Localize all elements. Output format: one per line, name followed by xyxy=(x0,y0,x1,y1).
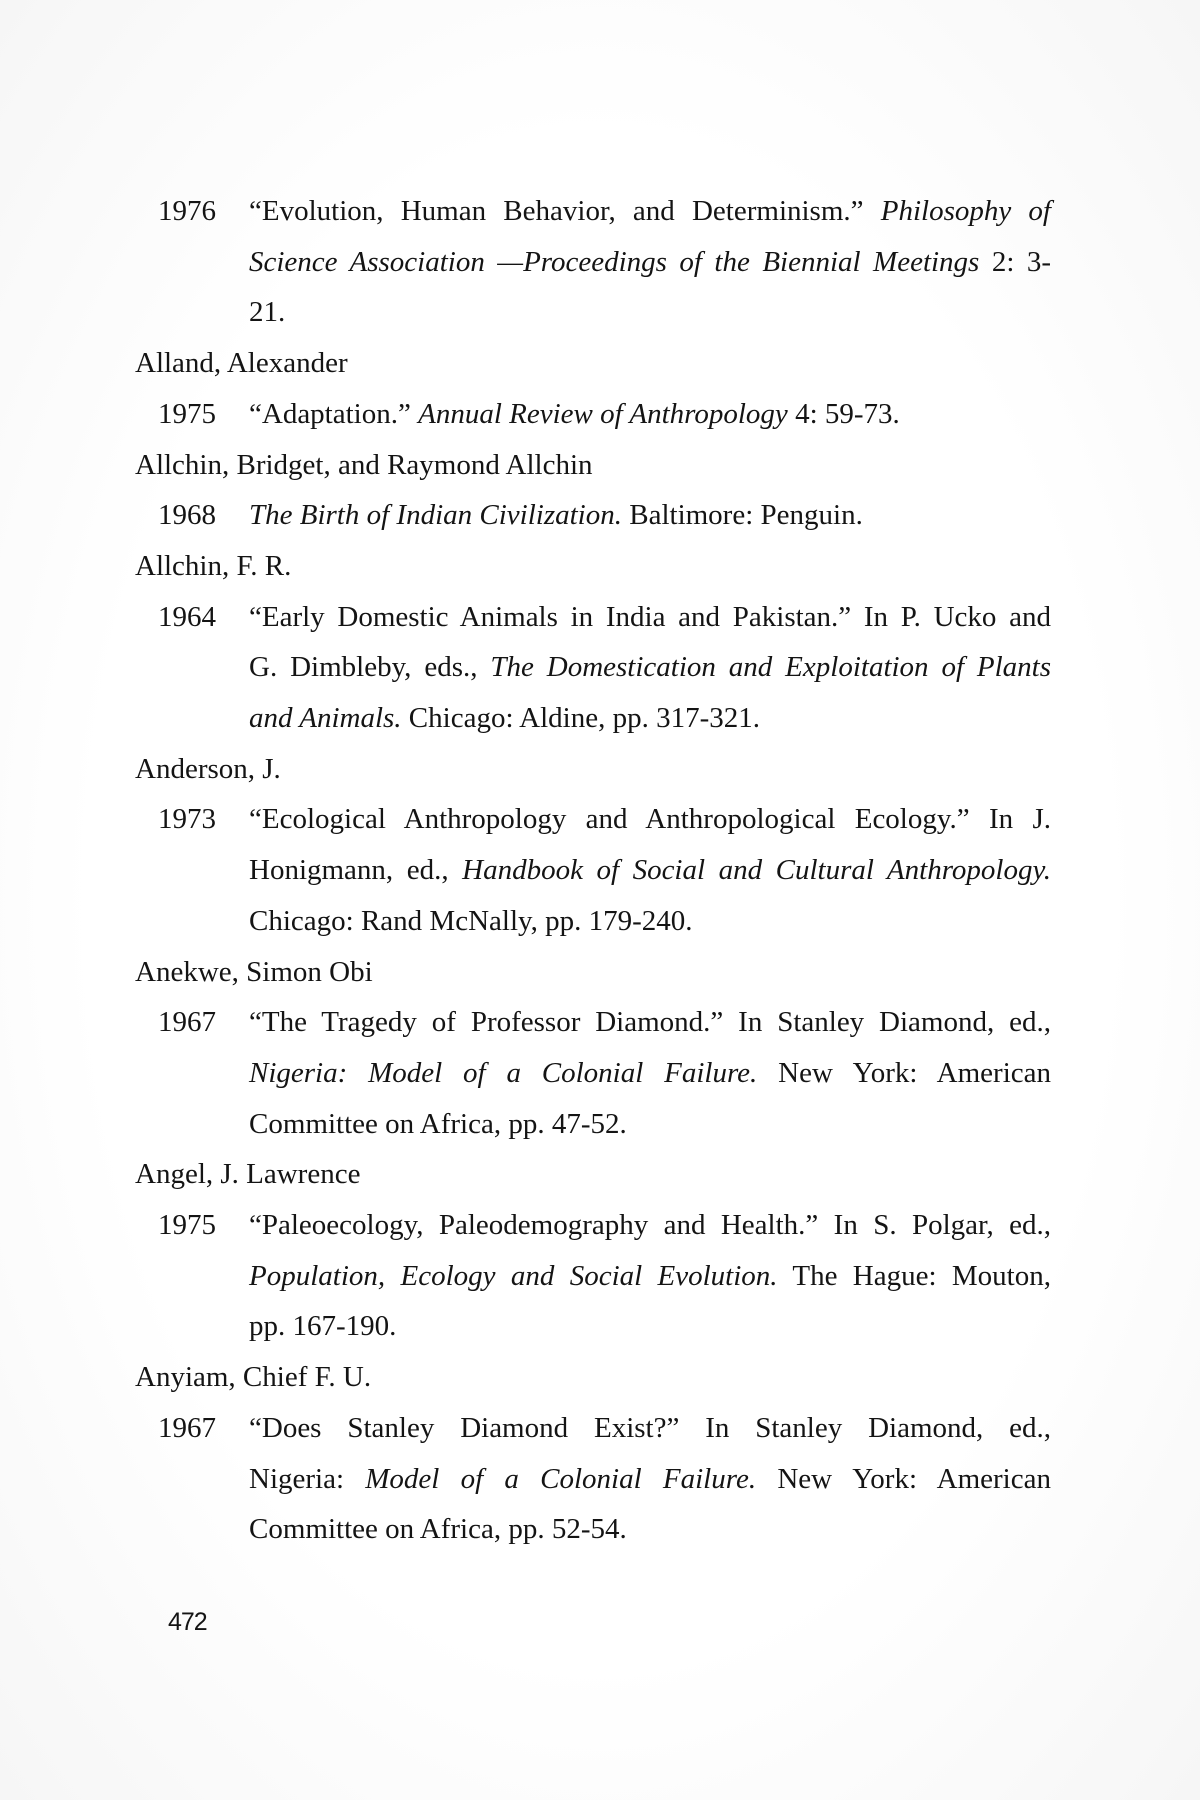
citation-text: G. Dimbleby, eds., xyxy=(249,651,491,684)
citation-text: “Adaptation.” xyxy=(249,397,419,430)
citation-text: New York: American xyxy=(757,1056,1052,1089)
entry-citation-line xyxy=(249,642,1051,693)
entry-citation-line xyxy=(249,287,1051,338)
entry-citation-line xyxy=(249,389,1051,440)
entry-author: Allchin, F. R. xyxy=(135,549,292,582)
entry-author: Anekwe, Simon Obi xyxy=(135,955,373,988)
entry-citation-line xyxy=(249,1251,1051,1302)
entry-citation-line xyxy=(249,1504,1051,1555)
entry-citation-line xyxy=(249,1048,1051,1099)
entry-citation-line xyxy=(249,794,1051,845)
citation-text: 4: 59-73. xyxy=(787,397,900,430)
citation-text: “Evolution, Human Behavior, and Determinism.” xyxy=(249,195,881,227)
entry-author: Alland, Alexander xyxy=(135,347,348,380)
citation-text: pp. 167-190. xyxy=(249,1310,397,1343)
entry-year: 1968 xyxy=(158,499,216,532)
citation-text: Baltimore: Penguin. xyxy=(621,499,863,532)
citation-text: Honigmann, ed., xyxy=(249,854,463,887)
citation-text: “The Tragedy of Professor Diamond.” In Stanley Diamond, ed., xyxy=(249,1006,1051,1039)
entry-author: Anyiam, Chief F. U. xyxy=(135,1361,372,1394)
entry-year: 1976 xyxy=(158,195,216,227)
page-number: 472 xyxy=(168,1608,207,1636)
italic-title: Model of a Colonial Failure. xyxy=(365,1462,757,1495)
citation-text: “Ecological Anthropology and Anthropological Ecology.” In J. xyxy=(249,803,1051,836)
citation-text: “Early Domestic Animals in India and Pakistan.” In P. Ucko and xyxy=(249,600,1051,633)
entry-author: Allchin, Bridget, and Raymond Allchin xyxy=(135,448,593,481)
citation-text: “Paleoecology, Paleodemography and Health.” In S. Polgar, ed., xyxy=(249,1209,1051,1241)
entry-citation-line xyxy=(249,845,1051,896)
italic-title: The Domestication and Exploitation of Plants xyxy=(490,651,1052,684)
entry-citation-line xyxy=(249,237,1051,288)
italic-title: Nigeria: Model of a Colonial Failure. xyxy=(249,1056,758,1089)
entry-citation-line xyxy=(249,1403,1051,1454)
entry-year: 1975 xyxy=(158,397,216,430)
entry-year: 1967 xyxy=(158,1411,216,1444)
citation-text: Chicago: Aldine, pp. 317-321. xyxy=(401,702,760,734)
italic-title: Science Association —Proceedings of the Biennial Meetings xyxy=(249,245,980,278)
entry-author: Anderson, J. xyxy=(135,752,281,785)
entry-citation-line xyxy=(249,1301,1051,1352)
citation-text: New York: American xyxy=(756,1462,1051,1495)
entry-year: 1967 xyxy=(158,1006,216,1039)
entry-citation-line xyxy=(249,1454,1051,1505)
entry-author: Angel, J. Lawrence xyxy=(135,1158,361,1191)
citation-text: 21. xyxy=(249,296,286,329)
citation-text: “Does Stanley Diamond Exist?” In Stanley Diamond, ed., xyxy=(249,1411,1051,1444)
entry-citation-line xyxy=(249,896,1051,947)
entry-citation-line xyxy=(249,1200,1051,1251)
italic-title: Population, Ecology and Social Evolution. xyxy=(249,1259,778,1292)
italic-title: Philosophy of xyxy=(880,195,1051,227)
citation-text: Nigeria: xyxy=(249,1462,366,1495)
entry-citation-line xyxy=(249,997,1051,1048)
citation-text: Committee on Africa, pp. 47-52. xyxy=(249,1107,627,1140)
entry-citation-line xyxy=(249,592,1051,643)
entry-year: 1964 xyxy=(158,600,216,633)
entry-citation-line xyxy=(249,1099,1051,1150)
italic-title: Handbook of Social and Cultural Anthropology. xyxy=(462,854,1051,887)
citation-text: 2: 3- xyxy=(979,245,1052,278)
italic-title: The Birth of Indian Civilization. xyxy=(249,499,622,532)
entry-citation-line xyxy=(249,693,1051,744)
entry-citation-line xyxy=(249,490,1051,541)
citation-text: The Hague: Mouton, xyxy=(777,1259,1051,1292)
entry-year: 1975 xyxy=(158,1209,216,1241)
citation-text: Committee on Africa, pp. 52-54. xyxy=(249,1513,627,1546)
citation-text: Chicago: Rand McNally, pp. 179-240. xyxy=(249,904,693,937)
italic-title: and Animals. xyxy=(249,702,402,734)
entry-year: 1973 xyxy=(158,803,216,836)
italic-title: Annual Review of Anthropology xyxy=(418,397,788,430)
entry-citation-line xyxy=(249,186,1051,237)
